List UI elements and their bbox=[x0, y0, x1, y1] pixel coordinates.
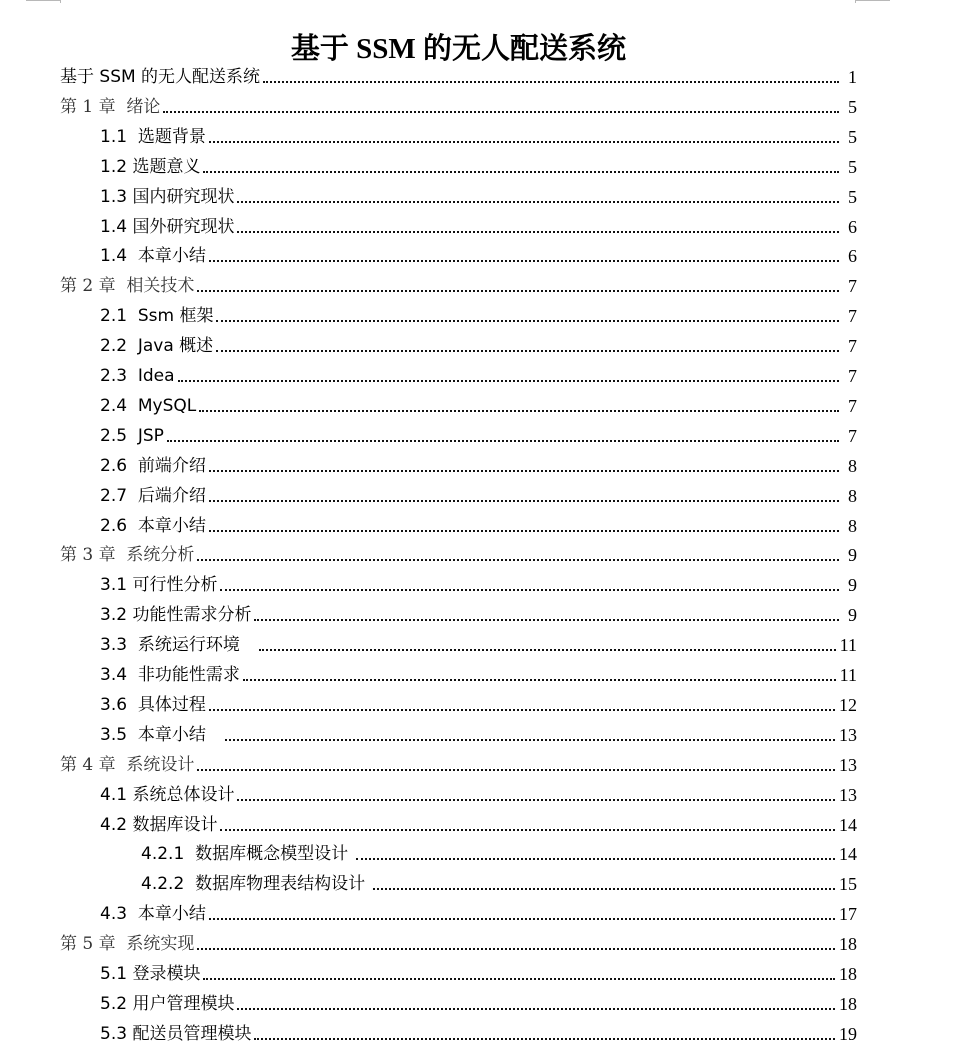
dot-leader bbox=[252, 600, 841, 630]
toc-entry-label: 5.2 用户管理模块 bbox=[100, 989, 235, 1019]
toc-entry-section[interactable] bbox=[100, 451, 857, 481]
toc-entry-page-number: 5 bbox=[848, 96, 857, 117]
toc-entry-chapter[interactable] bbox=[60, 540, 857, 570]
toc-entry-section[interactable] bbox=[100, 361, 857, 391]
toc-entry-section[interactable] bbox=[100, 720, 857, 750]
dot-leader bbox=[161, 92, 841, 122]
toc-entry-chapter[interactable] bbox=[60, 750, 857, 780]
toc-entry-label: 4.2.2 数据库物理表结构设计 bbox=[141, 869, 371, 899]
dot-leader bbox=[195, 271, 841, 301]
dot-leader bbox=[207, 481, 841, 511]
toc-entry-section[interactable] bbox=[100, 331, 857, 361]
toc-entry-section[interactable] bbox=[100, 301, 857, 331]
dot-leader bbox=[235, 989, 837, 1019]
toc-entry-page-number: 13 bbox=[839, 754, 857, 775]
toc-entry-label: 1.1 选题背景 bbox=[100, 122, 207, 152]
toc-entry-label: 2.4 MySQL bbox=[100, 391, 197, 421]
dot-leader bbox=[218, 810, 837, 840]
toc-entry-page-number: 9 bbox=[848, 605, 857, 626]
toc-entry-label: 第 4 章 系统设计 bbox=[60, 750, 195, 780]
dot-leader bbox=[195, 750, 837, 780]
dot-leader bbox=[252, 1019, 837, 1049]
toc-entry-section[interactable] bbox=[100, 660, 857, 690]
toc-entry-label: 1.3 国内研究现状 bbox=[100, 182, 235, 212]
dot-leader bbox=[223, 720, 837, 750]
dot-leader bbox=[235, 780, 837, 810]
toc-entry-page-number: 7 bbox=[848, 395, 857, 416]
toc-entry-page-number: 18 bbox=[839, 964, 857, 984]
toc-entry-label: 4.3 本章小结 bbox=[100, 899, 207, 929]
toc-entry-label: 3.4 非功能性需求 bbox=[100, 660, 241, 690]
toc-entry-label: 3.5 本章小结 bbox=[100, 720, 223, 750]
toc-entry-page-number: 8 bbox=[848, 485, 857, 506]
dot-leader bbox=[354, 839, 837, 869]
dot-leader bbox=[214, 331, 841, 361]
page-corner-mark-left bbox=[26, 0, 61, 3]
toc-entry-section[interactable] bbox=[100, 122, 857, 152]
toc-entry-page-number: 14 bbox=[839, 814, 857, 835]
dot-leader bbox=[261, 62, 841, 92]
toc-entry-section[interactable] bbox=[100, 780, 857, 810]
toc-entry-section[interactable] bbox=[100, 1019, 857, 1049]
toc-entry-label: 2.6 本章小结 bbox=[100, 511, 207, 541]
toc-entry-page-number: 17 bbox=[839, 904, 857, 925]
toc-entry-page-number: 7 bbox=[848, 366, 857, 386]
toc-entry-chapter[interactable] bbox=[60, 271, 857, 301]
dot-leader bbox=[201, 152, 841, 182]
toc-entry-label: 2.3 Idea bbox=[100, 361, 176, 391]
toc-entry-page-number: 15 bbox=[839, 874, 857, 895]
toc-entry-page-number: 7 bbox=[848, 276, 857, 297]
toc-entry-page-number: 6 bbox=[848, 216, 857, 237]
toc-entry-label: 4.2.1 数据库概念模型设计 bbox=[141, 839, 354, 869]
toc-entry-chapter[interactable] bbox=[60, 929, 857, 959]
toc-entry-page-number: 9 bbox=[848, 545, 857, 566]
toc-entry-section[interactable] bbox=[100, 630, 857, 660]
dot-leader bbox=[195, 540, 841, 570]
dot-leader bbox=[201, 959, 837, 989]
toc-entry-label: 2.7 后端介绍 bbox=[100, 481, 207, 511]
dot-leader bbox=[207, 511, 841, 541]
dot-leader bbox=[207, 451, 841, 481]
toc-entry-section[interactable] bbox=[100, 989, 857, 1019]
dot-leader bbox=[207, 122, 841, 152]
dot-leader bbox=[371, 869, 837, 899]
toc-entry-page-number: 12 bbox=[839, 694, 857, 715]
toc-entry-page-number: 18 bbox=[839, 993, 857, 1014]
toc-entry-page-number: 11 bbox=[839, 635, 857, 656]
toc-entry-label: 4.2 数据库设计 bbox=[100, 810, 218, 840]
toc-entry-page-number: 5 bbox=[848, 186, 857, 207]
toc-entry-section[interactable] bbox=[100, 959, 857, 989]
dot-leader bbox=[195, 929, 837, 959]
toc-entry-label: 3.6 具体过程 bbox=[100, 690, 207, 720]
dot-leader bbox=[241, 660, 838, 690]
dot-leader bbox=[257, 630, 838, 660]
toc-entry-page-number: 13 bbox=[839, 724, 857, 745]
dot-leader bbox=[218, 570, 841, 600]
dot-leader bbox=[165, 421, 841, 451]
toc-entry-page-number: 11 bbox=[839, 665, 857, 685]
toc-entry-page-number: 8 bbox=[848, 515, 857, 536]
toc-entry-section[interactable] bbox=[100, 421, 857, 451]
toc-entry-label: 第 5 章 系统实现 bbox=[60, 929, 195, 959]
toc-entry-root[interactable] bbox=[60, 62, 857, 92]
toc-entry-label: 1.4 国外研究现状 bbox=[100, 212, 235, 242]
toc-entry-label: 第 1 章 绪论 bbox=[60, 92, 161, 122]
dot-leader bbox=[235, 182, 841, 212]
toc-entry-page-number: 7 bbox=[848, 425, 857, 446]
document-title: 基于 SSM 的无人配送系统 bbox=[290, 33, 627, 66]
toc-entry-section[interactable] bbox=[100, 391, 857, 421]
toc-entry-page-number: 9 bbox=[848, 575, 857, 596]
toc-entry-page-number: 8 bbox=[848, 455, 857, 476]
toc-entry-label: 2.2 Java 概述 bbox=[100, 331, 214, 361]
toc-entry-label: 1.2 选题意义 bbox=[100, 152, 201, 182]
toc-entry-section[interactable] bbox=[100, 212, 857, 242]
toc-entry-section[interactable] bbox=[100, 241, 857, 271]
dot-leader bbox=[207, 690, 837, 720]
toc-entry-section[interactable] bbox=[100, 690, 857, 720]
toc-entry-label: 3.2 功能性需求分析 bbox=[100, 600, 252, 630]
toc-entry-page-number: 6 bbox=[848, 246, 857, 267]
toc-entry-section[interactable] bbox=[100, 600, 857, 630]
toc-entry-section[interactable] bbox=[100, 152, 857, 182]
toc-entry-label: 2.6 前端介绍 bbox=[100, 451, 207, 481]
page-corner-mark-right bbox=[855, 0, 890, 3]
toc-entry-subsection[interactable] bbox=[141, 839, 857, 869]
toc-entry-section[interactable] bbox=[100, 511, 857, 541]
toc-entry-label: 1.4 本章小结 bbox=[100, 241, 207, 271]
toc-entry-section[interactable] bbox=[100, 810, 857, 840]
toc-entry-page-number: 13 bbox=[839, 784, 857, 805]
toc-entry-subsection[interactable] bbox=[141, 869, 857, 899]
toc-entry-label: 2.5 JSP bbox=[100, 421, 165, 451]
toc-entry-label: 2.1 Ssm 框架 bbox=[100, 301, 214, 331]
dot-leader bbox=[207, 899, 837, 929]
toc-entry-label: 3.3 系统运行环境 bbox=[100, 630, 257, 660]
toc-entry-page-number: 14 bbox=[839, 844, 857, 865]
toc-entry-page-number: 19 bbox=[839, 1023, 857, 1044]
toc-entry-label: 4.1 系统总体设计 bbox=[100, 780, 235, 810]
toc-entry-section[interactable] bbox=[100, 481, 857, 511]
toc-entry-label: 第 2 章 相关技术 bbox=[60, 271, 195, 301]
toc-entry-label: 5.3 配送员管理模块 bbox=[100, 1019, 252, 1049]
toc-entry-page-number: 5 bbox=[848, 126, 857, 147]
toc-entry-label: 5.1 登录模块 bbox=[100, 959, 201, 989]
toc-entry-label: 第 3 章 系统分析 bbox=[60, 540, 195, 570]
toc-entry-section[interactable] bbox=[100, 899, 857, 929]
dot-leader bbox=[235, 212, 841, 242]
dot-leader bbox=[214, 301, 841, 331]
dot-leader bbox=[207, 241, 841, 271]
toc-entry-page-number: 7 bbox=[848, 306, 857, 327]
dot-leader bbox=[176, 361, 841, 391]
toc-entry-label: 基于 SSM 的无人配送系统 bbox=[60, 62, 261, 92]
toc-entry-page-number: 18 bbox=[839, 934, 857, 955]
toc-entry-section[interactable] bbox=[100, 570, 857, 600]
toc-entry-page-number: 7 bbox=[848, 336, 857, 357]
dot-leader bbox=[197, 391, 841, 421]
toc-entry-page-number: 1 bbox=[848, 67, 857, 87]
toc-entry-label: 3.1 可行性分析 bbox=[100, 570, 218, 600]
toc-entry-chapter[interactable] bbox=[60, 92, 857, 122]
toc-entry-section[interactable] bbox=[100, 182, 857, 212]
toc-entry-page-number: 5 bbox=[848, 156, 857, 177]
